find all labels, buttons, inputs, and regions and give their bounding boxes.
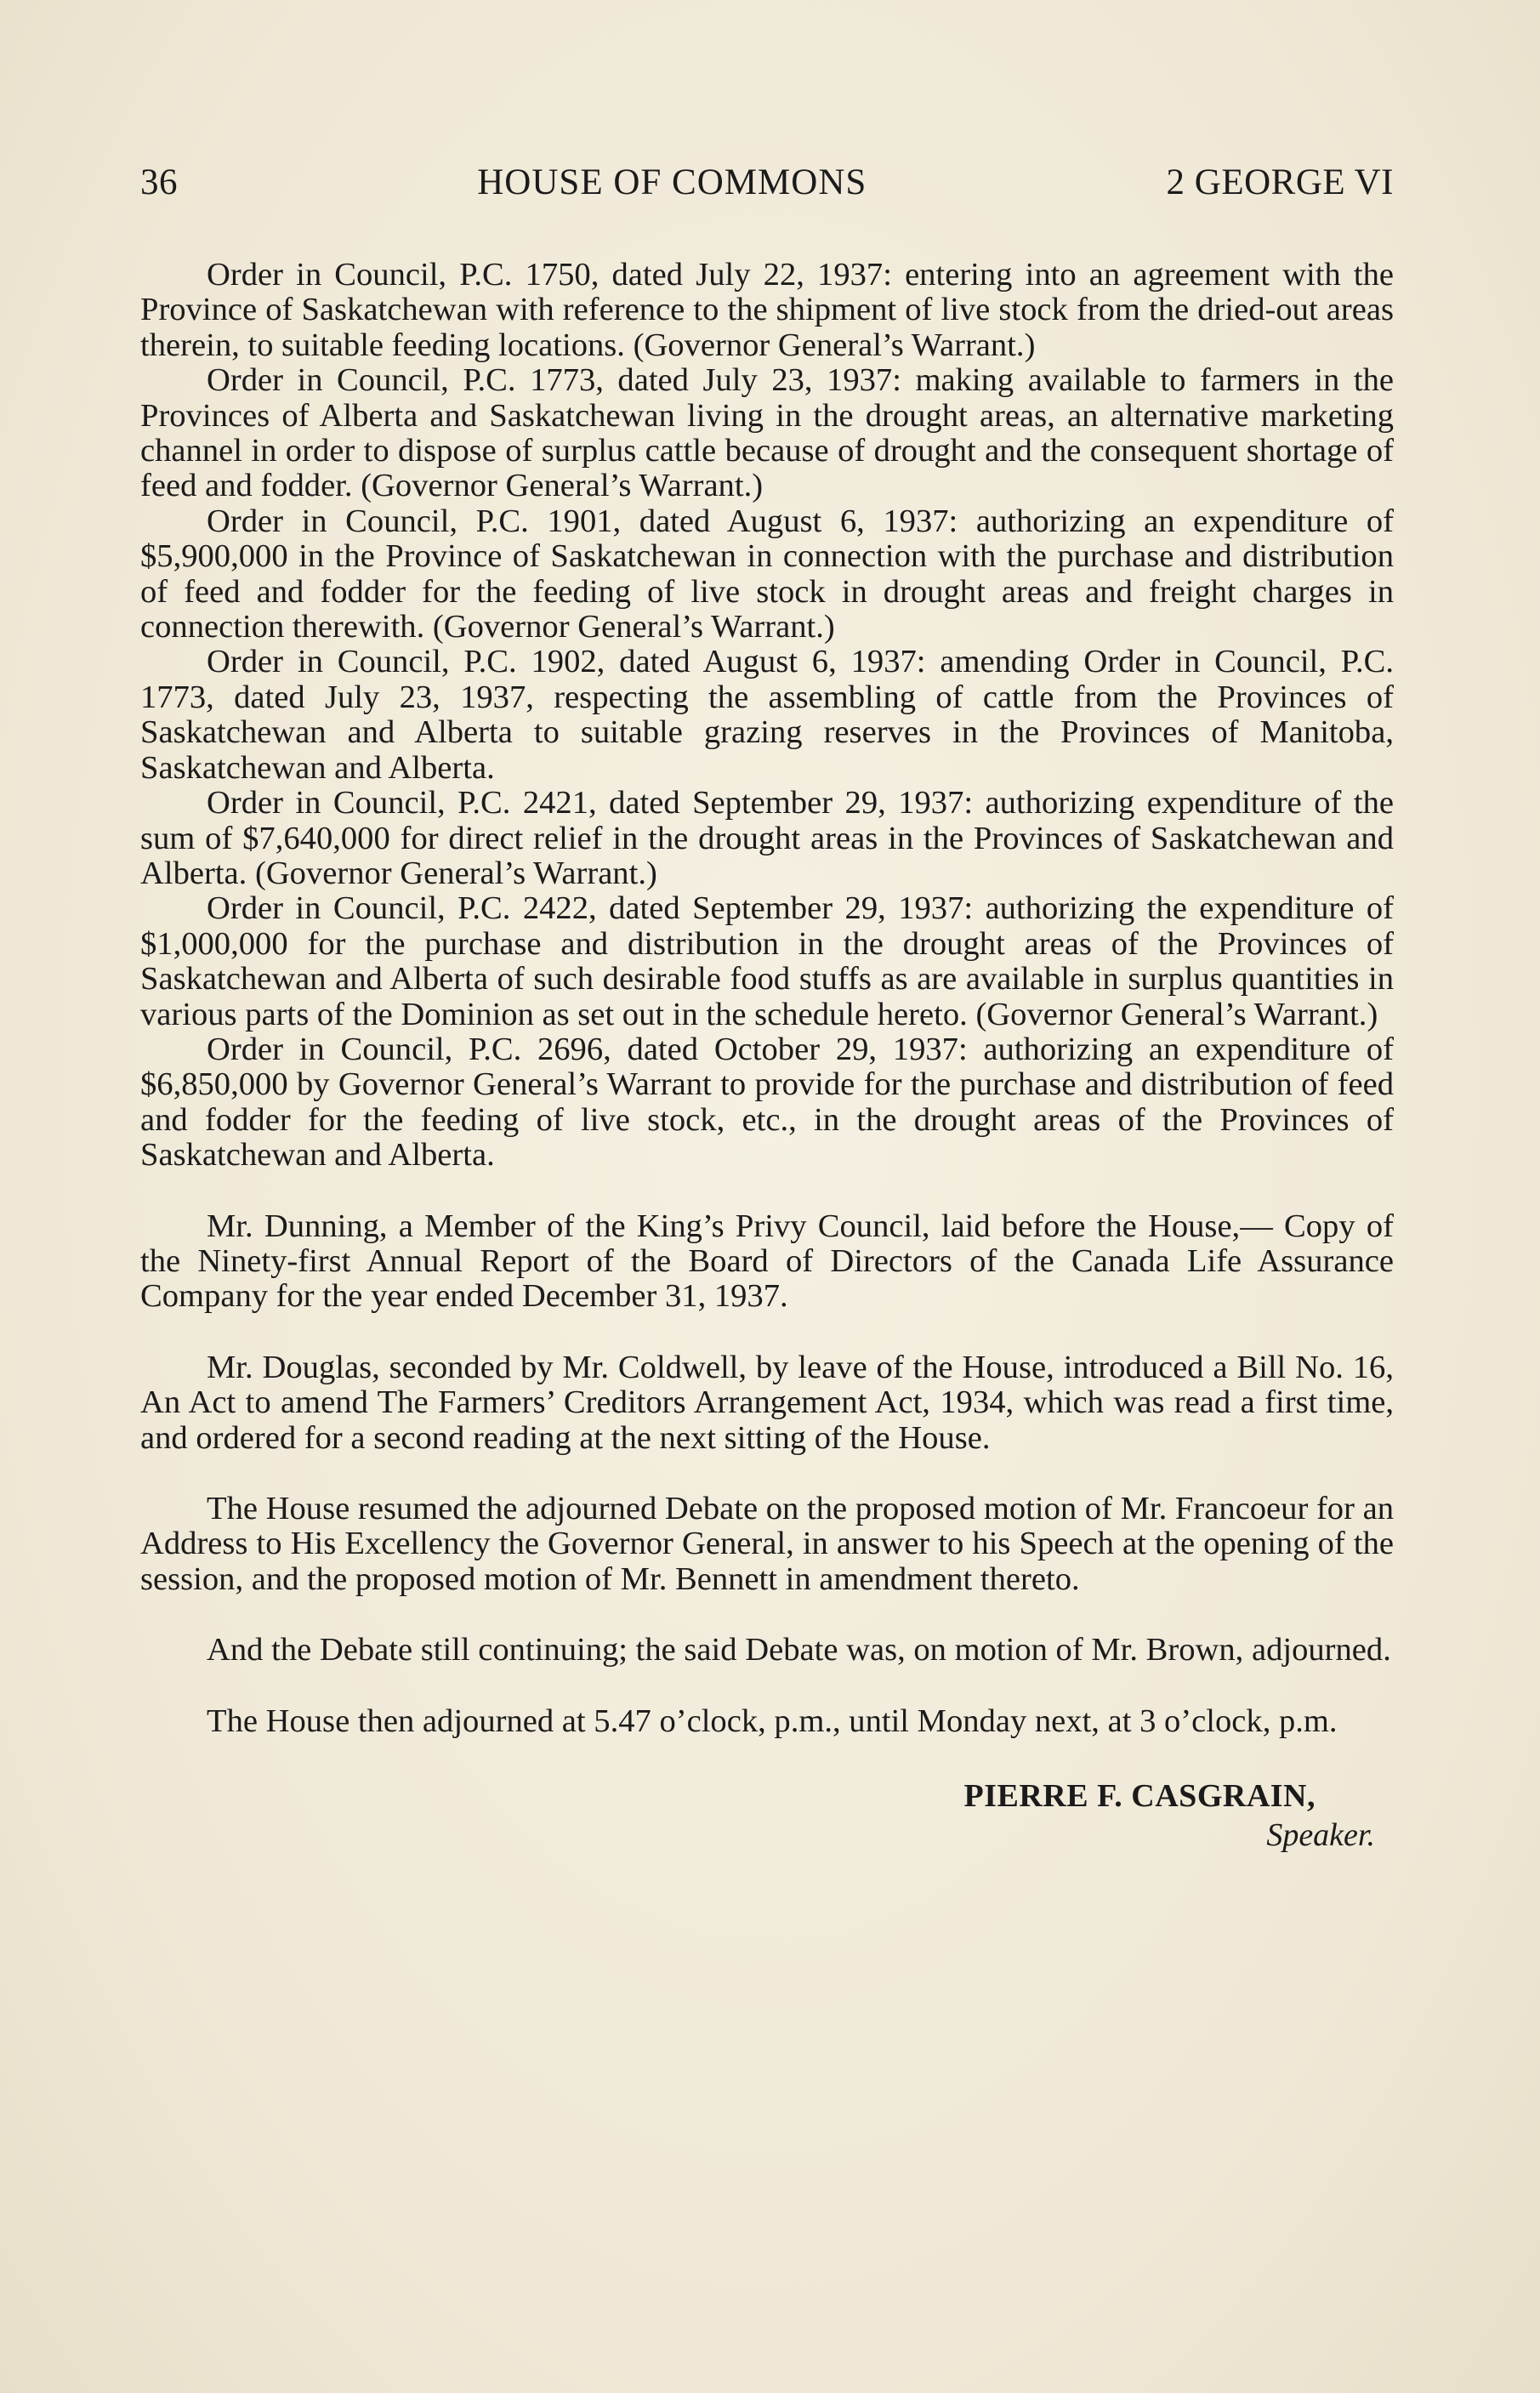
order-in-council-pc-1773: Order in Council, P.C. 1773, dated July 23, 1937: making available to farmers in the Provinces of Alberta and Saskatchewan living in the drought areas, an alternative marketing channel in order to dispose of surplus cattle because of drought and the consequent shortage of feed and fodder. (Governor General’s Warrant.) xyxy=(140,362,1394,504)
order-in-council-pc-1750: Order in Council, P.C. 1750, dated July 22, 1937: entering into an agreement with the Province of Saskatchewan with reference to the shipment of live stock from the dried-out areas therein, to suitable feeding locations. (Governor General’s Warrant.) xyxy=(140,257,1394,363)
bill-16-paragraph: Mr. Douglas, seconded by Mr. Coldwell, by leave of the House, introduced a Bill No. 16, An Act to amend The Farmers’ Creditors Arrangement Act, 1934, which was read a first time, and ordered for a second reading at the next sitting of the House. xyxy=(140,1349,1394,1456)
order-in-council-pc-2422: Order in Council, P.C. 2422, dated September 29, 1937: authorizing the expenditure of $1,000,000 for the purchase and distribution in the drought areas of the Provinces of Saskatchewan and Alberta of such desirable food stuffs as are available in surplus quantities in various parts of the Dominion as set out in the schedule hereto. (Governor General’s Warrant.) xyxy=(140,890,1394,1032)
debate-adjourned-paragraph: And the Debate still continuing; the said Debate was, on motion of Mr. Brown, adjourned. xyxy=(207,1632,1391,1668)
page-header xyxy=(140,162,1394,203)
order-in-council-pc-1902: Order in Council, P.C. 1902, dated August 6, 1937: amending Order in Council, P.C. 1773, dated July 23, 1937, respecting the assembling of cattle from the Provinces of Saskatchewan and Alberta to suitable grazing reserves in the Provinces of Manitoba, Saskatchewan and Alberta. xyxy=(140,644,1394,786)
debate-resumed-paragraph: The House resumed the adjourned Debate on the proposed motion of Mr. Francoeur for an Address to His Excellency the Governor General, in answer to his Speech at the opening of the session, and the proposed motion of Mr. Bennett in amendment thereto. xyxy=(140,1491,1394,1597)
dunning-report-paragraph: Mr. Dunning, a Member of the King’s Privy Council, laid before the House,— Copy of the Ninety-first Annual Report of the Board of Directors of the Canada Life Assurance Company for the year ended December 31, 1937. xyxy=(140,1208,1394,1315)
order-in-council-pc-1901: Order in Council, P.C. 1901, dated August 6, 1937: authorizing an expenditure of $5,900,000 in the Province of Saskatchewan in connection with the purchase and distribution of feed and fodder for the feeding of live stock in drought areas and freight charges in connection therewith. (Governor General’s Warrant.) xyxy=(140,503,1394,645)
orders-in-council-list xyxy=(140,258,1394,1174)
house-adjourned-paragraph: The House then adjourned at 5.47 o’clock, p.m., until Monday next, at 3 o’clock, p.m. xyxy=(207,1702,1338,1739)
order-in-council-pc-2421: Order in Council, P.C. 2421, dated September 29, 1937: authorizing expenditure of the sum of $7,640,000 for direct relief in the drought areas in the Provinces of Saskatchewan and Alberta. (Governor General’s Warrant.) xyxy=(140,785,1394,891)
running-title: HOUSE OF COMMONS xyxy=(477,162,867,202)
order-in-council-pc-2696: Order in Council, P.C. 2696, dated October 29, 1937: authorizing an expenditure of $6,850,000 by Governor General’s Warrant to provide for the purchase and distribution of feed and fodder for the feeding of live stock, etc., in the drought areas of the Provinces of Saskatchewan and Alberta. xyxy=(140,1031,1394,1174)
speaker-signature-name: PIERRE F. CASGRAIN, xyxy=(963,1778,1316,1815)
journal-body xyxy=(140,258,1394,1739)
page-number: 36 xyxy=(140,162,178,202)
regnal-year: 2 GEORGE VI xyxy=(1166,162,1394,202)
speaker-title: Speaker. xyxy=(1266,1817,1375,1854)
